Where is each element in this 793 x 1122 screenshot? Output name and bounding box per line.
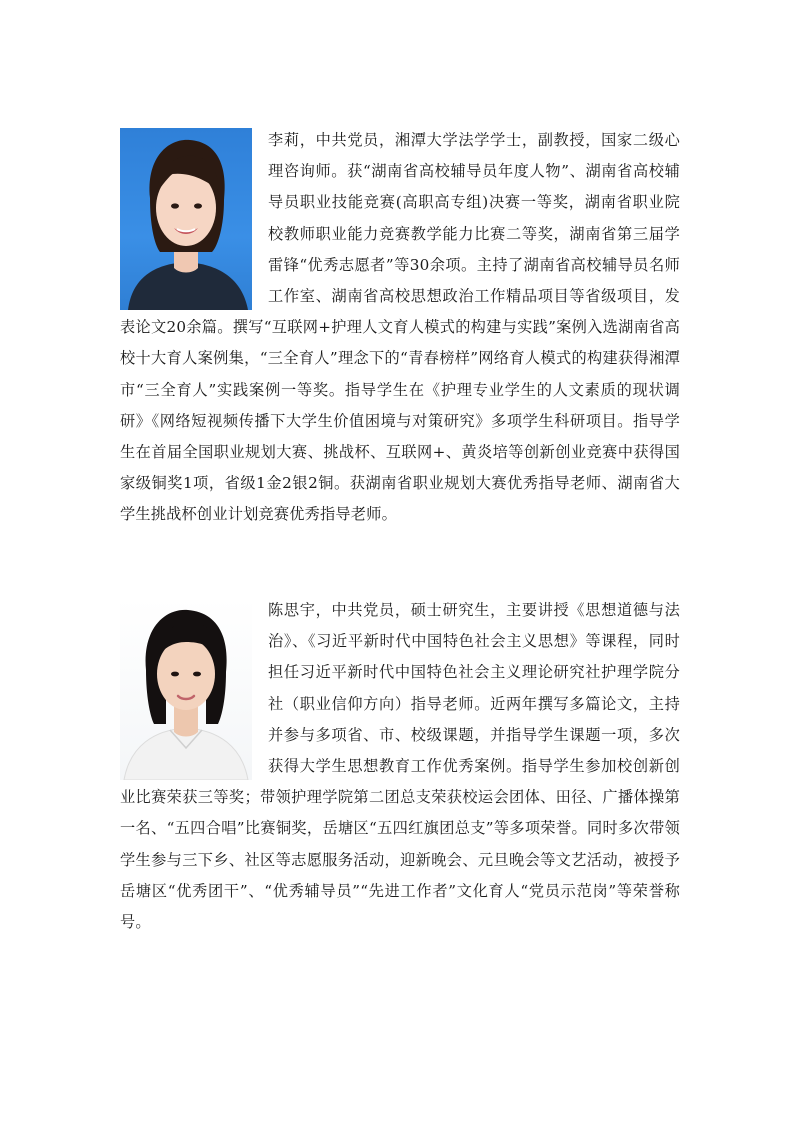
profile-chen-siyu: [120, 595, 680, 938]
portrait-photo-icon: [120, 128, 252, 310]
portrait-photo-icon: [120, 598, 252, 780]
bio-text: 陈思宇，中共党员，硕士研究生，主要讲授《思想道德与法治》、《习近平新时代中国特色社会主义思想》等课程，同时担任习近平新时代中国特色社会主义理论研究社护理学院分社（职业信仰方向）指导老师。近两年撰写多篇论文，主持并参与多项省、市、校级课题，并指导学生课题一项，多次获得大学生思想教育工作优秀案例。指导学生参加校创新创业比赛荣获三等奖；带领护理学院第二团总支荣获校运会团体、田径、广播体操第一名、“五四合唱”比赛铜奖，岳塘区“五四红旗团总支”等多项荣誉。同时多次带领学生参与三下乡、社区等志愿服务活动，迎新晚会、元旦晚会等文艺活动，被授予岳塘区“优秀团干”、“优秀辅导员”“先进工作者”文化育人“党员示范岗”等荣誉称号。: [120, 601, 680, 932]
profile-li-li: [120, 125, 680, 531]
portrait-photo-icon: [120, 128, 252, 310]
portrait-photo-icon: [120, 598, 252, 780]
bio-text: 李莉，中共党员，湘潭大学法学学士，副教授，国家二级心理咨询师。获“湖南省高校辅导员年度人物”、湖南省高校辅导员职业技能竞赛(高职高专组)决赛一等奖，湖南省职业院校教师职业能力竞赛教学能力比赛二等奖，湖南省第三届学雷锋“优秀志愿者”等30余项。主持了湖南省高校辅导员名师工作室、湖南省高校思想政治工作精品项目等省级项目，发表论文20余篇。撰写“互联网+护理人文育人模式的构建与实践”案例入选湖南省高校十大育人案例集，“三全育人”理念下的“青春榜样”网络育人模式的构建获得湘潭市“三全育人”实践案例一等奖。指导学生在《护理专业学生的人文素质的现状调研》《网络短视频传播下大学生价值困境与对策研究》多项学生科研项目。指导学生在首届全国职业规划大赛、挑战杯、互联网+、黄炎培等创新创业竞赛中获得国家级铜奖1项，省级1金2银2铜。获湖南省职业规划大赛优秀指导老师、湖南省大学生挑战杯创业计划竞赛优秀指导老师。: [120, 131, 680, 524]
